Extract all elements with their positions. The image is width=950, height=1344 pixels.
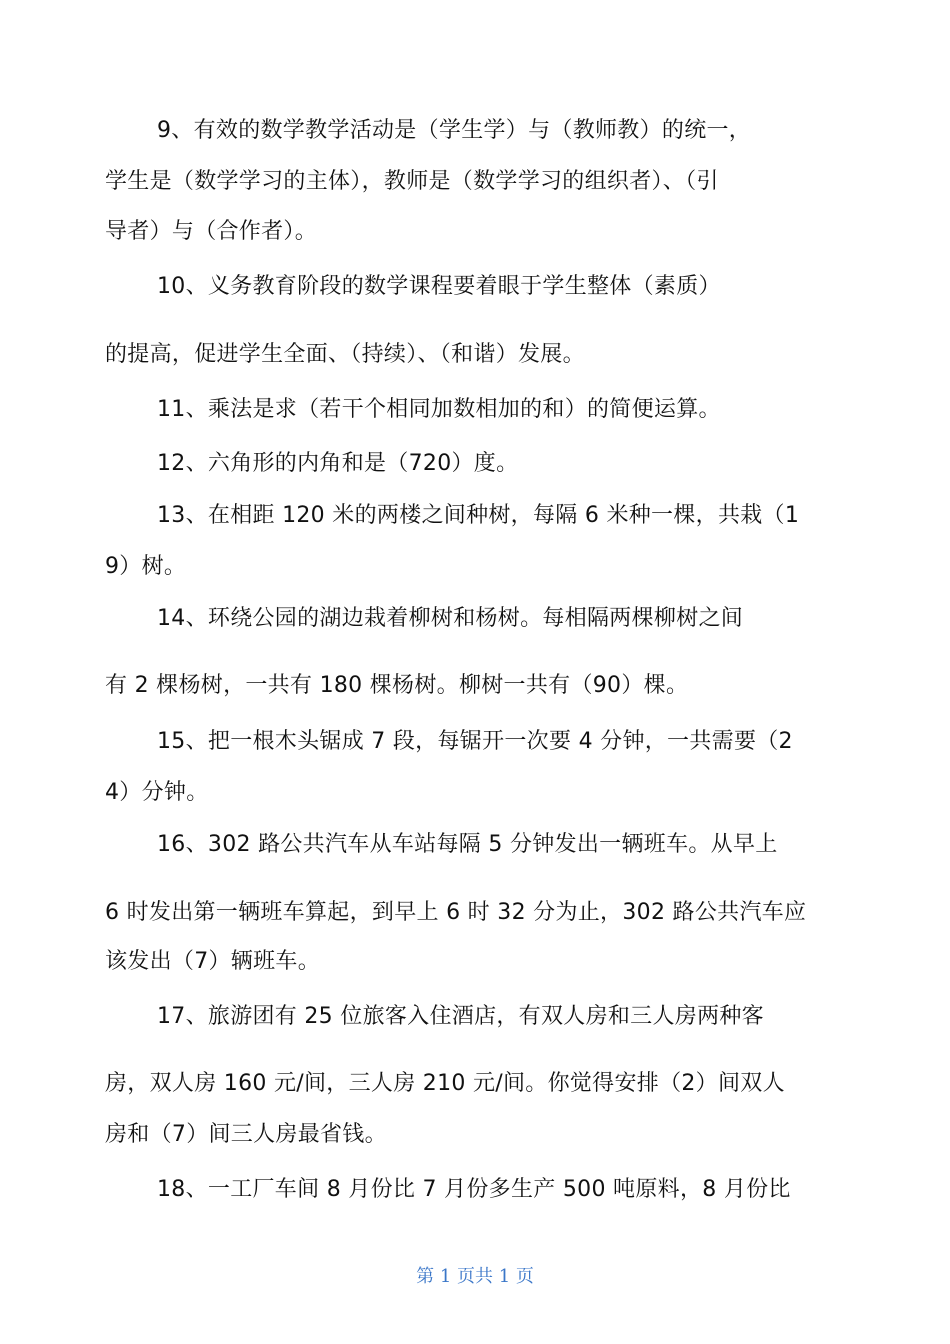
text-line-q13-1: 13、在相距 120 米的两楼之间种树，每隔 6 米种一棵，共栽（1: [157, 503, 800, 528]
text-line-q15-1: 15、把一根木头锯成 7 段，每锯开一次要 4 分钟，一共需要（2: [157, 729, 793, 754]
text-line-q16-3: 该发出（7）辆班车。: [105, 949, 320, 974]
text-line-q17-1: 17、旅游团有 25 位旅客入住酒店，有双人房和三人房两种客: [157, 1004, 764, 1029]
text-line-q13-2: 9）树。: [105, 554, 187, 579]
text-line-q15-2: 4）分钟。: [105, 780, 209, 805]
text-line-q18-1: 18、一工厂车间 8 月份比 7 月份多生产 500 吨原料，8 月份比: [157, 1177, 791, 1202]
text-line-q9-2: 学生是（数学学习的主体），教师是（数学学习的组织者）、（引: [105, 169, 719, 194]
text-line-q16-2: 6 时发出第一辆班车算起，到早上 6 时 32 分为止，302 路公共汽车应: [105, 900, 807, 925]
text-line-q17-3: 房和（7）间三人房最省钱。: [105, 1122, 387, 1147]
text-line-q9-3: 导者）与（合作者）。: [105, 219, 318, 244]
page-footer: 第 1 页共 1 页: [416, 1266, 534, 1287]
text-line-q16-1: 16、302 路公共汽车从车站每隔 5 分钟发出一辆班车。从早上: [157, 832, 778, 857]
text-line-q11: 11、乘法是求（若干个相同加数相加的和）的简便运算。: [157, 397, 721, 422]
text-line-q10-1: 10、义务教育阶段的数学课程要着眼于学生整体（素质）: [157, 274, 721, 299]
text-line-q17-2: 房，双人房 160 元/间，三人房 210 元/间。你觉得安排（2）间双人: [105, 1071, 785, 1096]
text-line-q12: 12、六角形的内角和是（720）度。: [157, 451, 519, 476]
text-line-q9-1: 9、有效的数学教学活动是（学生学）与（教师教）的统一，: [157, 118, 752, 143]
text-line-q10-2: 的提高，促进学生全面、（持续）、（和谐）发展。: [105, 342, 585, 367]
text-line-q14-1: 14、环绕公园的湖边栽着柳树和杨树。每相隔两棵柳树之间: [157, 606, 744, 631]
text-line-q14-2: 有 2 棵杨树，一共有 180 棵杨树。柳树一共有（90）棵。: [105, 673, 689, 698]
